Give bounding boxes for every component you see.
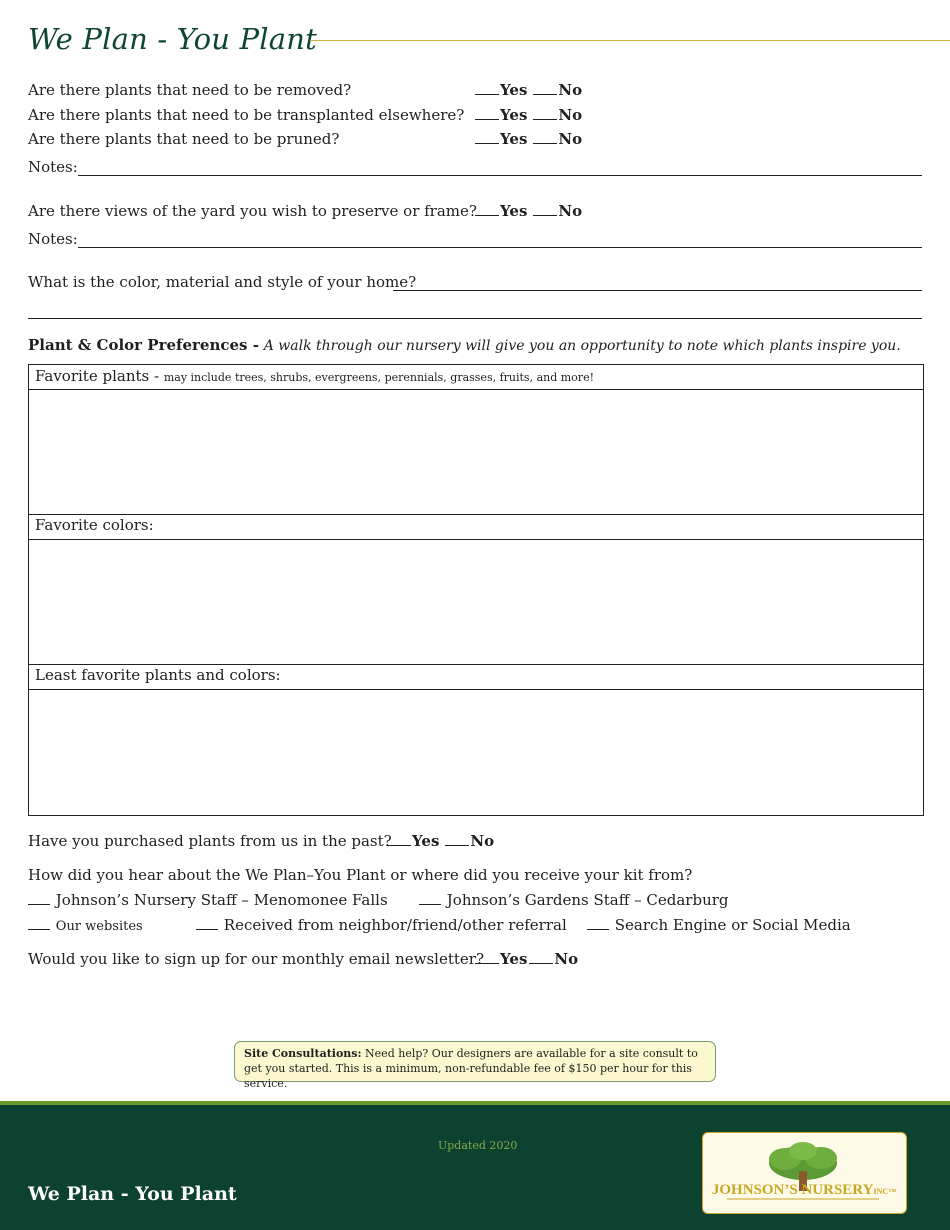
favorite-colors-field[interactable] (28, 539, 924, 665)
favorite-plants-field[interactable] (28, 389, 924, 515)
yes-blank[interactable] (475, 131, 499, 144)
option-blank[interactable] (28, 892, 50, 905)
no-blank[interactable] (533, 82, 557, 95)
yes-no-views: Yes No (475, 202, 582, 220)
updated-label: Updated 2020 (438, 1139, 518, 1152)
yes-no-transplant: Yes No (475, 106, 582, 124)
question-transplant: Are there plants that need to be transplanted elsewhere? (28, 106, 465, 124)
no-blank[interactable] (529, 951, 553, 964)
least-favorite-header: Least favorite plants and colors: (28, 664, 924, 690)
option-blank[interactable] (419, 892, 441, 905)
favorite-plants-header: Favorite plants - may include trees, shrubs, evergreens, perennials, grasses, fruits, and more! (28, 364, 924, 390)
yes-blank[interactable] (475, 203, 499, 216)
favorite-colors-header: Favorite colors: (28, 514, 924, 540)
tree-logo-icon (703, 1133, 905, 1212)
option-cedarburg: Johnson’s Gardens Staff – Cedarburg (419, 891, 729, 909)
option-search: Search Engine or Social Media (587, 916, 851, 934)
title-rule (310, 40, 950, 41)
option-blank[interactable] (196, 917, 218, 930)
question-purchased: Have you purchased plants from us in the past? (28, 832, 392, 850)
option-websites: Our websites (28, 916, 143, 934)
yes-blank[interactable] (387, 833, 411, 846)
question-newsletter: Would you like to sign up for our monthly email newsletter? (28, 950, 484, 968)
preferences-heading: Plant & Color Preferences - A walk through our nursery will give you an opportunity to note which plants inspire you. (28, 336, 901, 354)
notes-field[interactable] (78, 175, 922, 176)
yes-no-newsletter: Yes No (475, 950, 578, 968)
yes-blank[interactable] (475, 107, 499, 120)
no-blank[interactable] (445, 833, 469, 846)
question-home-style: What is the color, material and style of your home? (28, 273, 417, 291)
svg-text:JOHNSON’S NURSERYINC™: JOHNSON’S NURSERYINC™ (711, 1182, 897, 1198)
question-source: How did you hear about the We Plan–You Plant or where did you receive your kit from? (28, 866, 693, 884)
yes-no-prune: Yes No (475, 130, 582, 148)
yes-no-purchased: Yes No (387, 832, 494, 850)
no-blank[interactable] (533, 203, 557, 216)
johnsons-nursery-logo (702, 1132, 907, 1214)
option-blank[interactable] (587, 917, 609, 930)
page-title: We Plan - You Plant (28, 22, 317, 56)
option-blank[interactable] (28, 917, 50, 930)
notes-label: Notes: (28, 158, 78, 176)
notes-label: Notes: (28, 230, 78, 248)
notes-field[interactable] (78, 247, 922, 248)
site-consultation-note: Site Consultations: Need help? Our designers are available for a site consult to get you started. This is a minimum, non-refundable fee of $150 per hour for this service. (234, 1041, 716, 1082)
home-style-field[interactable] (393, 290, 922, 291)
no-blank[interactable] (533, 107, 557, 120)
question-views: Are there views of the yard you wish to preserve or frame? (28, 202, 477, 220)
preferences-subheading: A walk through our nursery will give you an opportunity to note which plants inspire you. (263, 338, 901, 354)
home-style-field-line2[interactable] (28, 318, 922, 319)
yes-no-remove: Yes No (475, 81, 582, 99)
yes-blank[interactable] (475, 951, 499, 964)
question-remove: Are there plants that need to be removed? (28, 81, 352, 99)
question-prune: Are there plants that need to be pruned? (28, 130, 340, 148)
option-referral: Received from neighbor/friend/other referral (196, 916, 567, 934)
option-menomonee: Johnson’s Nursery Staff – Menomonee Falls (28, 891, 388, 909)
least-favorite-field[interactable] (28, 689, 924, 816)
yes-blank[interactable] (475, 82, 499, 95)
footer-title: We Plan - You Plant (28, 1183, 237, 1205)
no-blank[interactable] (533, 131, 557, 144)
